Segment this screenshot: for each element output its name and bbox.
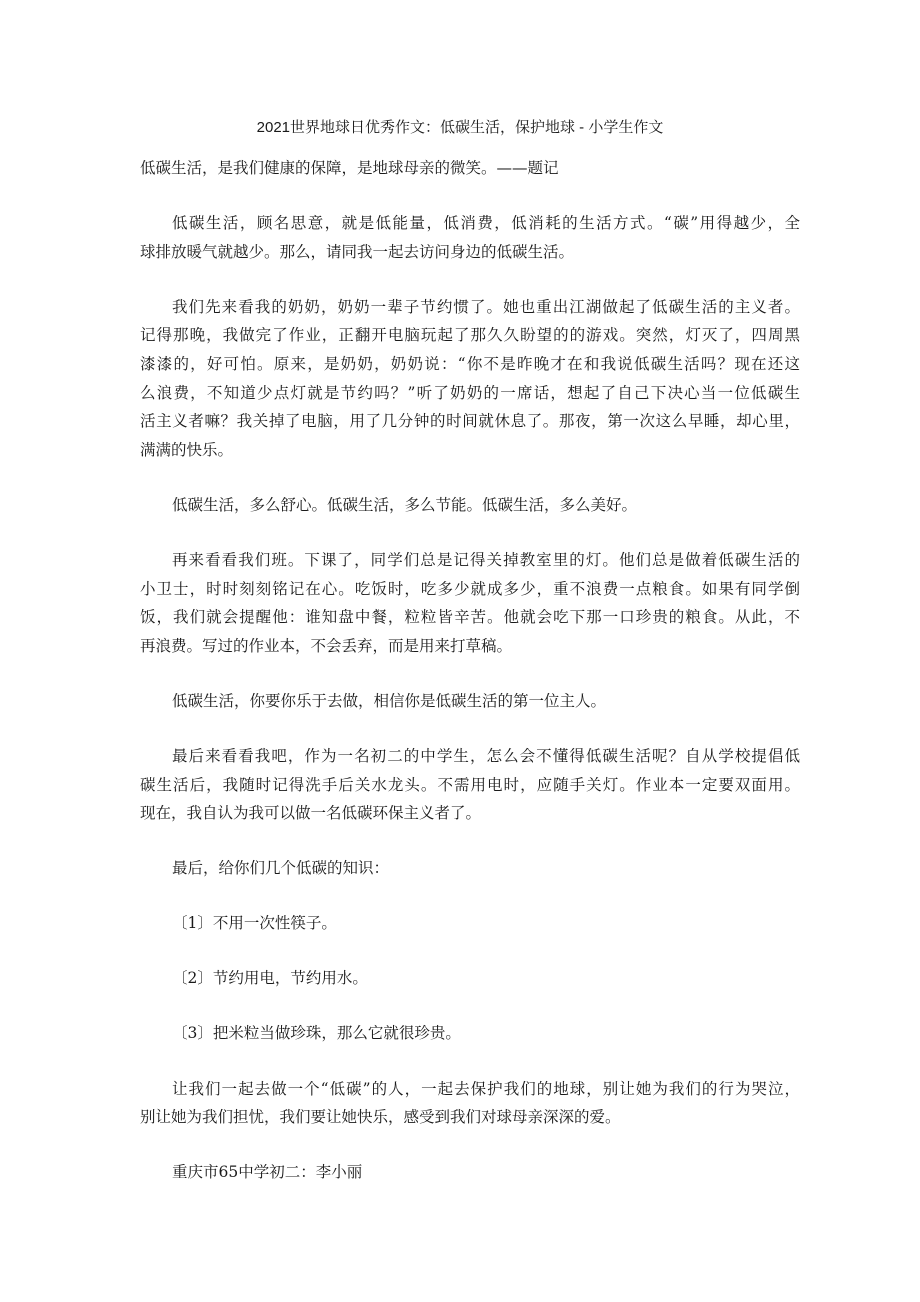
- text-line: 碳生活后，我随时记得洗手后关水龙头。不需用电时，应随手关灯。作业本一定要双面用。: [140, 775, 800, 794]
- paragraph-gap: [140, 1132, 800, 1159]
- text-line: 低碳生活，你要你乐于去做，相信你是低碳生活的第一位主人。: [172, 691, 607, 710]
- text-line: 让我们一起去做一个“低碳”的人，一起去保护我们的地球，别让她为我们的行为哭泣，: [172, 1079, 800, 1098]
- paragraph: [140, 1158, 800, 1187]
- text-line: 〔2〕节约用电，节约用水。: [172, 969, 368, 988]
- text-line: 低碳生活，是我们健康的保障，是地球母亲的微笑。——题记: [140, 159, 559, 177]
- paragraph: [140, 1019, 800, 1048]
- text-line: 活主义者嘛？我关掉了电脑，用了几分钟的时间就休息了。那夜，第一次这么早睡，却心里，: [140, 412, 800, 431]
- text-line: 满满的快乐。: [140, 440, 234, 459]
- text-line: 别让她为我们担忧，我们要让她快乐，感受到我们对球母亲深深的爱。: [140, 1108, 621, 1127]
- text-line: 最后来看看我吧，作为一名初二的中学生，怎么会不懂得低碳生活呢？自从学校提倡低: [172, 746, 800, 765]
- text-line: 重庆市65中学初二：李小丽: [172, 1163, 363, 1182]
- text-line: 再浪费。写过的作业本，不会丢弃，而是用来打草稿。: [140, 636, 513, 655]
- text-line: 再来看看我们班。下课了，同学们总是记得关掉教室里的灯。他们总是做着低碳生活的: [172, 550, 800, 569]
- paragraph-gap: [140, 828, 800, 855]
- paragraph-gap: [140, 464, 800, 491]
- text-line: 漆漆的，好可怕。原来，是奶奶，奶奶说：“你不是昨晚才在和我说低碳生活吗？现在还这: [140, 354, 800, 373]
- paragraph: [140, 909, 800, 938]
- paragraph-gap: [140, 660, 800, 687]
- text-line: 记得那晚，我做完了作业，正翻开电脑玩起了那久久盼望的的游戏。突然，灯灭了，四周黑: [140, 326, 800, 345]
- paragraph: [140, 854, 800, 883]
- text-line: 低碳生活，顾名思意，就是低能量，低消费，低消耗的生活方式。“碳”用得越少，全: [172, 214, 800, 233]
- paragraph: [140, 546, 800, 660]
- text-line: 饭，我们就会提醒他：谁知盘中餐，粒粒皆辛苦。他就会吃下那一口珍贵的粮食。从此，不: [140, 608, 800, 627]
- epigraph: [140, 154, 800, 183]
- paragraph: [140, 491, 800, 520]
- text-line: 〔3〕把米粒当做珍珠，那么它就很珍贵。: [172, 1024, 461, 1043]
- paragraph-gap: [140, 519, 800, 546]
- document-title: 2021世界地球日优秀作文：低碳生活，保护地球 - 小学生作文: [256, 119, 664, 136]
- paragraph: [140, 742, 800, 828]
- paragraph-gap: [140, 183, 800, 210]
- paragraph-gap: [140, 938, 800, 965]
- text-line: 我们先来看我的奶奶，奶奶一辈子节约惯了。她也重出江湖做起了低碳生活的主义者。: [172, 297, 800, 316]
- text-line: 〔1〕不用一次性筷子。: [172, 914, 337, 933]
- text-line: 低碳生活，多么舒心。低碳生活，多么节能。低碳生活，多么美好。: [172, 495, 638, 514]
- document-body: [140, 154, 800, 1187]
- paragraph: [140, 293, 800, 465]
- text-line: 球排放暖气就越少。那么，请同我一起去访问身边的低碳生活。: [140, 242, 575, 261]
- paragraph: [140, 964, 800, 993]
- paragraph-gap: [140, 715, 800, 742]
- paragraph: [140, 1075, 800, 1132]
- text-line: 现在，我自认为我可以做一名低碳环保主义者了。: [140, 804, 482, 823]
- paragraph-gap: [140, 1048, 800, 1075]
- paragraph-gap: [140, 993, 800, 1020]
- text-line: 最后，给你们几个低碳的知识：: [172, 859, 390, 878]
- paragraph: [140, 687, 800, 716]
- text-line: 么浪费，不知道少点灯就是节约吗？”听了奶奶的一席话，想起了自己下决心当一位低碳生: [140, 383, 800, 402]
- paragraph: [140, 209, 800, 266]
- paragraph-gap: [140, 883, 800, 910]
- paragraph-gap: [140, 266, 800, 293]
- text-line: 小卫士，时时刻刻铭记在心。吃饭时，吃多少就成多少，重不浪费一点粮食。如果有同学倒: [140, 579, 800, 598]
